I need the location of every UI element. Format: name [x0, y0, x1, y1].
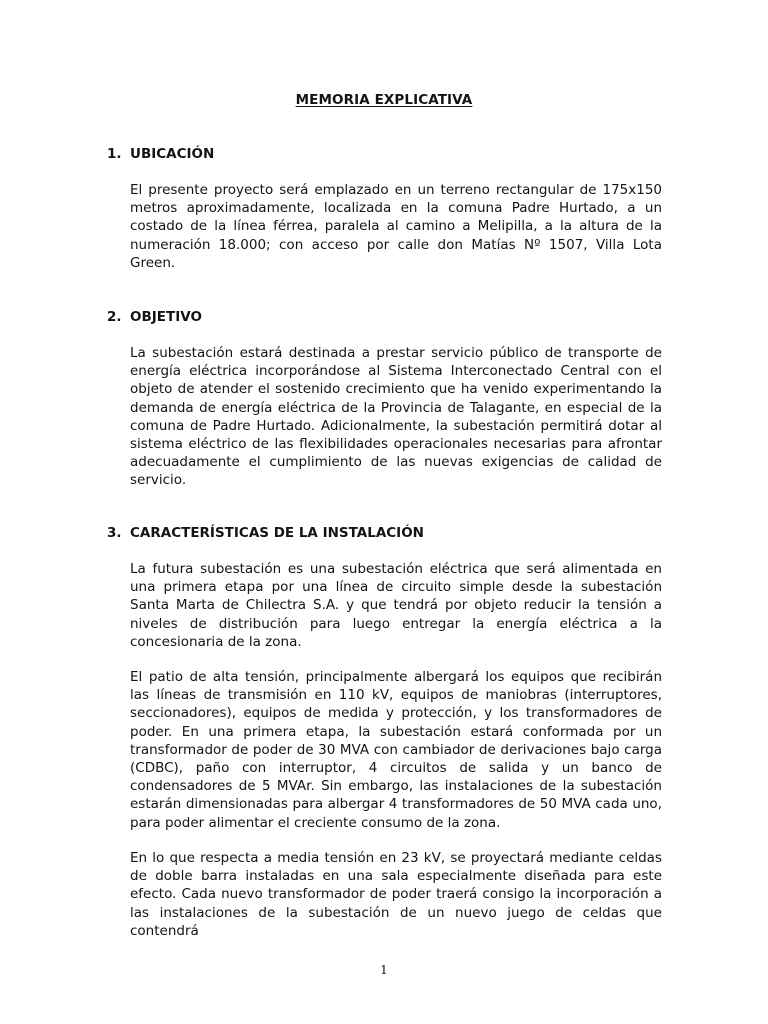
- paragraph-caracteristicas-1: La futura subestación es una subestación eléctrica que será alimentada en una primera etapa por una línea de circuito simple desde la subestación Santa Marta de Chilectra S.A. y que tendrá por objeto reducir la tensión a niveles de distribución para luego entregar la energía eléctrica a la concesionaria de la zona.: [130, 561, 662, 650]
- paragraph-ubicacion: El presente proyecto será emplazado en un terreno rectangular de 175x150 metros aproximadamente, localizada en la comuna Padre Hurtado, a un costado de la línea férrea, paralela al camino a Melipilla, a la altura de la numeración 18.000; con acceso por calle don Matías Nº 1507, Villa Lota Green.: [130, 182, 662, 271]
- section-heading-caracteristicas: [107, 525, 424, 541]
- section-title: CARACTERÍSTICAS DE LA INSTALACIÓN: [130, 525, 424, 541]
- section-number: 1.: [107, 146, 122, 162]
- paragraph-caracteristicas-3: En lo que respecta a media tensión en 23 kV, se proyectará mediante celdas de doble barra instaladas en una sala especialmente diseñada para este efecto. Cada nuevo transformador de poder traerá consigo la incorporación a las instalaciones de la subestación de un nuevo juego de celdas que contendrá: [130, 850, 662, 939]
- section-number: 3.: [107, 525, 122, 541]
- page-number: 1: [380, 963, 388, 977]
- section-heading-objetivo: [107, 309, 202, 325]
- paragraph-objetivo: La subestación estará destinada a prestar servicio público de transporte de energía eléctrica incorporándose al Sistema Interconectado Central con el objeto de atender el sostenido crecimiento que ha venido experimentando la demanda de energía eléctrica de la Provincia de Talagante, en especial de la comuna de Padre Hurtado. Adicionalmente, la subestación permitirá dotar al sistema eléctrico de las flexibilidades operacionales necesarias para afrontar adecuadamente el cumplimiento de las nuevas exigencias de calidad de servicio.: [130, 345, 662, 489]
- section-title: UBICACIÓN: [130, 146, 215, 162]
- paragraph-caracteristicas-2: El patio de alta tensión, principalmente albergará los equipos que recibirán las líneas de transmisión en 110 kV, equipos de maniobras (interruptores, seccionadores), equipos de medida y protección, y los transformadores de poder. En una primera etapa, la subestación estará conformada por un transformador de poder de 30 MVA con cambiador de derivaciones bajo carga (CDBC), paño con interruptor, 4 circuitos de salida y un banco de condensadores de 5 MVAr. Sin embargo, las instalaciones de la subestación estarán dimensionadas para albergar 4 transformadores de 50 MVA cada uno, para poder alimentar el creciente consumo de la zona.: [130, 669, 662, 831]
- section-heading-ubicacion: [107, 146, 214, 162]
- section-title: OBJETIVO: [130, 309, 202, 325]
- section-number: 2.: [107, 309, 122, 325]
- document-title: MEMORIA EXPLICATIVA: [295, 92, 473, 108]
